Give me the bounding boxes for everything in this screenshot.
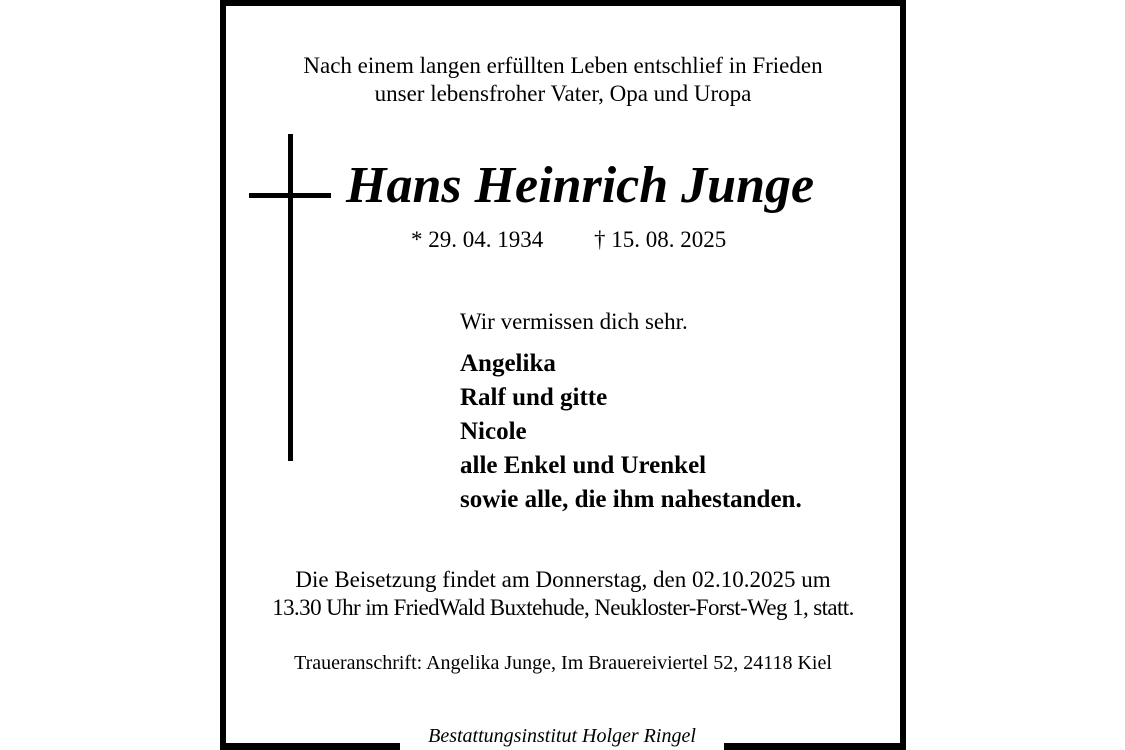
mourner-item: sowie alle, die ihm nahestanden.: [460, 486, 802, 513]
mourners-list: [460, 347, 802, 517]
frame-bottom-right-edge: [724, 743, 906, 750]
funeral-info-line-1: Die Beisetzung findet am Donnerstag, den 02.10.2025 um: [295, 567, 831, 592]
intro-line-2: unser lebensfroher Vater, Opa und Uropa: [374, 81, 752, 106]
mourner-item: Angelika: [460, 350, 556, 377]
cross-vertical-bar: [288, 134, 293, 461]
mourning-address: Traueranschrift: Angelika Junge, Im Brauereiviertel 52, 24118 Kiel: [294, 652, 832, 674]
mourner-item: Ralf und gitte: [460, 384, 608, 411]
mourner-item: Nicole: [460, 418, 527, 445]
funeral-home-name: Bestattungsinstitut Holger Ringel: [428, 725, 696, 747]
deceased-name: Hans Heinrich Junge: [346, 157, 815, 214]
intro-line-1: Nach einem langen erfüllten Leben entschlief in Frieden: [303, 53, 823, 78]
mourner-item: alle Enkel und Urenkel: [460, 452, 707, 479]
funeral-info-line-2: 13.30 Uhr im FriedWald Buxtehude, Neukloster-Forst-Weg 1, statt.: [272, 595, 854, 620]
birth-date: * 29. 04. 1934: [411, 227, 544, 252]
death-date: † 15. 08. 2025: [594, 227, 727, 252]
cross-horizontal-bar: [249, 193, 331, 198]
mourning-message: Wir vermissen dich sehr.: [460, 309, 688, 334]
frame-bottom-left-edge: [220, 743, 400, 750]
